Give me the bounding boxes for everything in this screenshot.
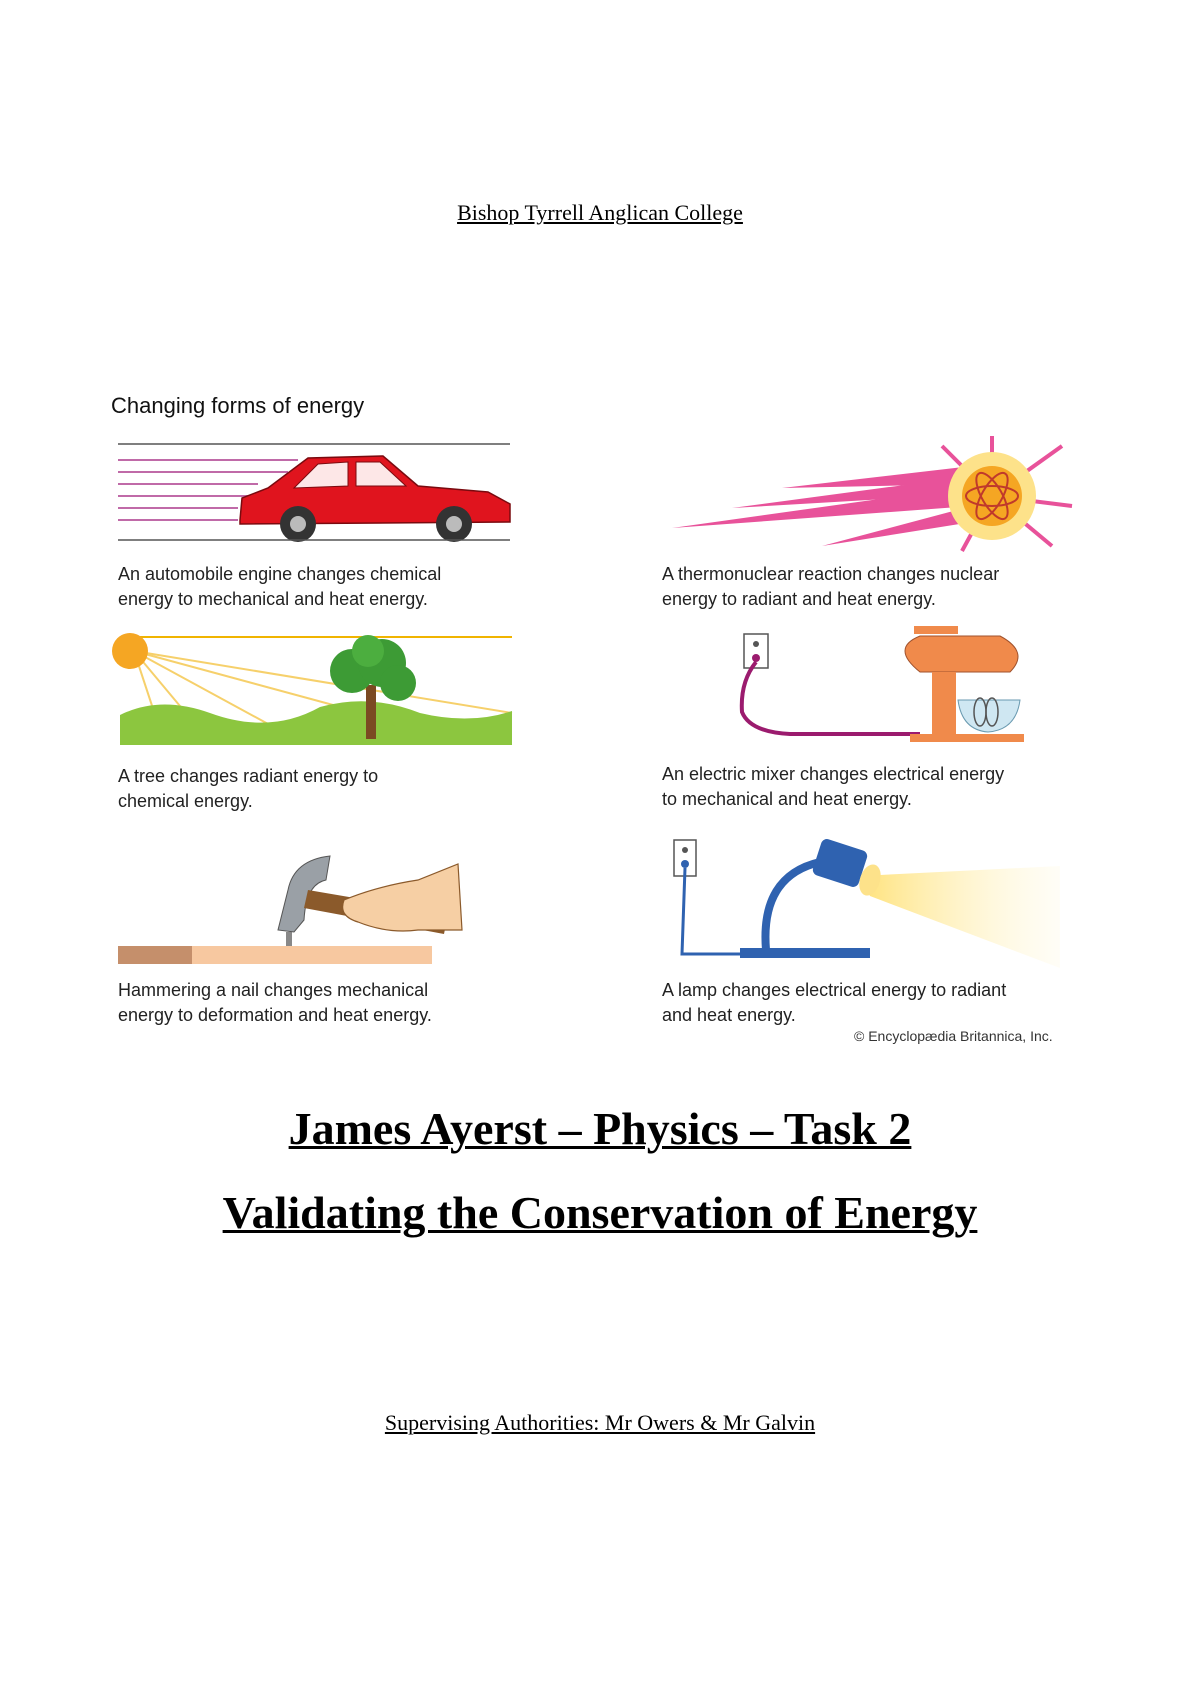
hammer-caption xyxy=(118,978,538,1028)
caption-line: chemical energy. xyxy=(118,791,253,811)
tree-caption xyxy=(118,764,538,814)
caption-line: An electric mixer changes electrical energy xyxy=(662,764,1005,784)
mixer-caption xyxy=(662,762,1082,812)
title-line-2: Validating the Conservation of Energy xyxy=(222,1187,978,1238)
sun-illustration xyxy=(672,436,1072,556)
caption-line: A thermonuclear reaction changes nuclear xyxy=(662,564,1000,584)
lamp-caption xyxy=(662,978,1082,1028)
image-credit: © Encyclopædia Britannica, Inc. xyxy=(854,1028,1053,1044)
sun-caption xyxy=(662,562,1082,612)
caption-line: A tree changes radiant energy to xyxy=(118,766,379,786)
hammer-illustration xyxy=(118,850,478,965)
figure-title: Changing forms of energy xyxy=(111,393,365,418)
caption-line: energy to deformation and heat energy. xyxy=(118,1005,432,1025)
caption-line: to mechanical and heat energy. xyxy=(662,789,912,809)
caption-line: An automobile engine changes chemical xyxy=(118,564,442,584)
supervisors: Supervising Authorities: Mr Owers & Mr Galvin xyxy=(384,1410,816,1435)
title-line-1: James Ayerst – Physics – Task 2 xyxy=(288,1103,912,1154)
lamp-illustration xyxy=(670,836,1070,968)
car-caption xyxy=(118,562,538,612)
caption-line: energy to mechanical and heat energy. xyxy=(118,589,428,609)
mixer-illustration xyxy=(730,622,1030,752)
tree-illustration xyxy=(120,635,515,747)
caption-line: energy to radiant and heat energy. xyxy=(662,589,936,609)
college-name: Bishop Tyrrell Anglican College xyxy=(457,200,743,225)
caption-line: and heat energy. xyxy=(662,1005,796,1025)
caption-line: Hammering a nail changes mechanical xyxy=(118,980,429,1000)
car-illustration xyxy=(118,440,518,550)
caption-line: A lamp changes electrical energy to radiant xyxy=(662,980,1007,1000)
